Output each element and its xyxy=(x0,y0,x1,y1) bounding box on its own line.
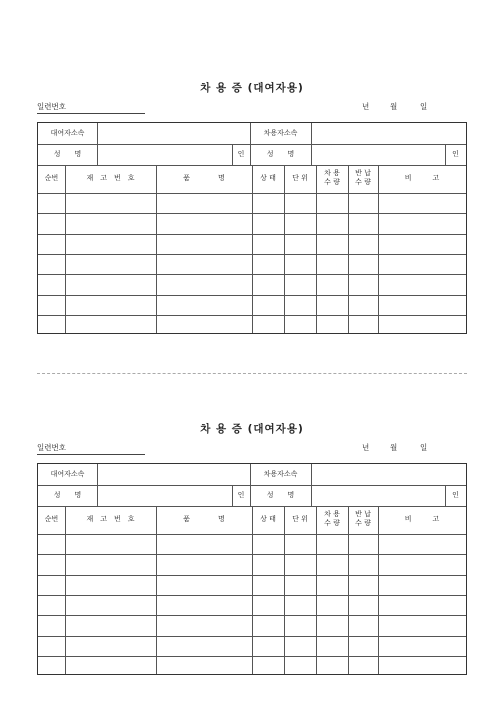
borrower-affiliation-label: 차용자소속 xyxy=(263,129,298,137)
borrower-affiliation-label: 차용자소속 xyxy=(263,470,298,478)
serial-number-field[interactable]: 일련번호 xyxy=(37,101,145,114)
loan-items-table xyxy=(37,463,467,675)
col-stock-number-header: 재 고 번 호 xyxy=(86,174,135,182)
item-row[interactable] xyxy=(38,657,466,675)
item-row[interactable] xyxy=(38,316,466,334)
item-row[interactable] xyxy=(38,616,466,634)
date-day-label: 일 xyxy=(420,443,428,452)
table-rule xyxy=(38,485,466,486)
lender-name-label: 성 명 xyxy=(53,491,82,499)
lender-affiliation-label: 대여자소속 xyxy=(50,129,85,137)
form-title: 차 용 증 (대여자용) xyxy=(200,423,304,435)
col-remarks-header: 비 고 xyxy=(404,515,440,523)
lender-affiliation-field[interactable] xyxy=(98,129,250,138)
date-year-label: 년 xyxy=(362,443,370,452)
item-row[interactable] xyxy=(38,637,466,655)
col-unit-header: 단 위 xyxy=(292,515,308,523)
form-title: 차 용 증 (대여자용) xyxy=(200,82,304,94)
item-row[interactable] xyxy=(38,275,466,293)
date-year-label: 년 xyxy=(362,102,370,111)
borrower-name-field[interactable] xyxy=(312,150,445,159)
borrower-name-label: 성 명 xyxy=(266,491,295,499)
lender-affiliation-field[interactable] xyxy=(98,470,250,479)
item-row[interactable] xyxy=(38,194,466,212)
borrower-name-field[interactable] xyxy=(312,491,445,500)
item-row[interactable] xyxy=(38,214,466,232)
col-serial-no-header: 순번 xyxy=(44,515,59,523)
col-returned-qty-header: 반 납 수 량 xyxy=(355,169,371,186)
borrower-affiliation-field[interactable] xyxy=(312,470,466,479)
lender-name-field[interactable] xyxy=(98,491,232,500)
cut-line xyxy=(37,373,467,374)
col-borrowed-qty-header: 차 용 수 량 xyxy=(324,169,340,186)
date-month-label: 월 xyxy=(390,443,398,452)
serial-number-field[interactable]: 일련번호 xyxy=(37,442,145,455)
borrower-name-label: 성 명 xyxy=(266,150,295,158)
col-condition-header: 상 태 xyxy=(260,515,276,523)
col-item-name-header: 품 명 xyxy=(183,515,225,523)
lender-name-field[interactable] xyxy=(98,150,232,159)
table-rule xyxy=(38,144,466,145)
lender-affiliation-label: 대여자소속 xyxy=(50,470,85,478)
loan-items-table xyxy=(37,122,467,334)
item-row[interactable] xyxy=(38,576,466,594)
lender-name-label: 성 명 xyxy=(53,150,82,158)
col-remarks-header: 비 고 xyxy=(404,174,440,182)
item-row[interactable] xyxy=(38,255,466,273)
date-month-label: 월 xyxy=(390,102,398,111)
lender-seal-label: 인 xyxy=(237,491,245,499)
item-row[interactable] xyxy=(38,235,466,253)
borrower-affiliation-field[interactable] xyxy=(312,129,466,138)
col-borrowed-qty-header: 차 용 수 량 xyxy=(324,510,340,527)
col-returned-qty-header: 반 납 수 량 xyxy=(355,510,371,527)
col-condition-header: 상 태 xyxy=(260,174,276,182)
borrower-seal-label: 인 xyxy=(452,150,459,158)
item-row[interactable] xyxy=(38,555,466,573)
col-stock-number-header: 재 고 번 호 xyxy=(86,515,135,523)
borrower-seal-label: 인 xyxy=(452,491,459,499)
item-row[interactable] xyxy=(38,596,466,614)
item-row[interactable] xyxy=(38,535,466,553)
col-item-name-header: 품 명 xyxy=(183,174,225,182)
item-row[interactable] xyxy=(38,296,466,314)
date-day-label: 일 xyxy=(420,102,428,111)
col-unit-header: 단 위 xyxy=(292,174,308,182)
col-serial-no-header: 순번 xyxy=(44,174,59,182)
lender-seal-label: 인 xyxy=(237,150,245,158)
